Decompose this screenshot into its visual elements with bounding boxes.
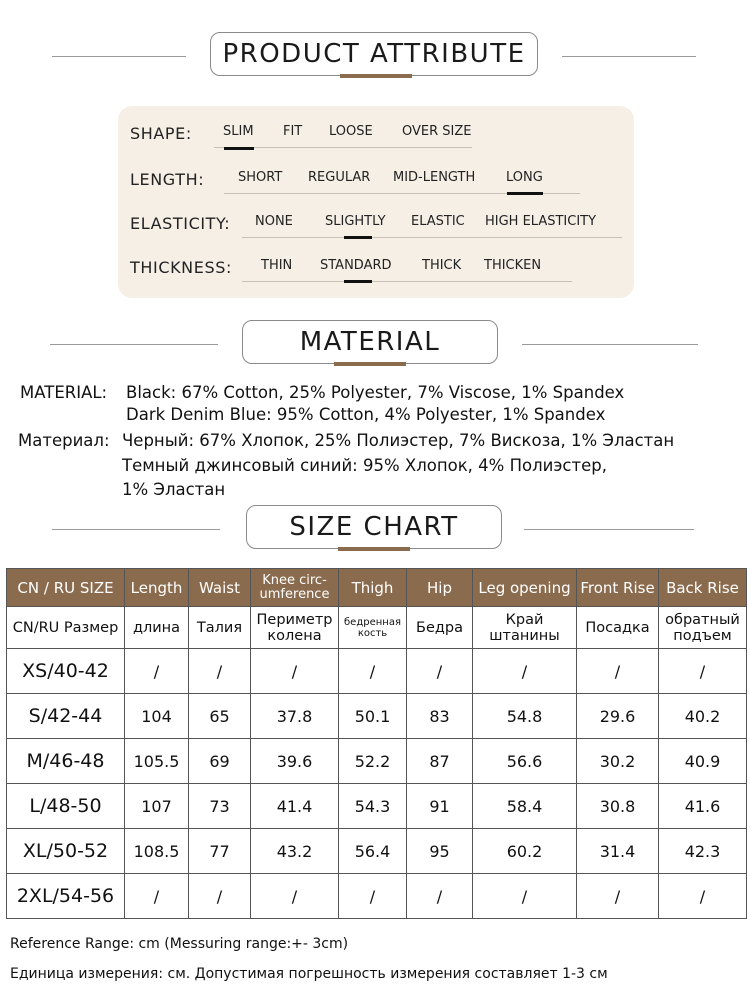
measurement-cell: 104 — [125, 694, 189, 739]
column-header: Length — [125, 569, 189, 607]
measurement-cell: 77 — [189, 829, 251, 874]
column-header-ru: бедренная кость — [339, 607, 407, 649]
column-header: CN / RU SIZE — [7, 569, 125, 607]
column-header-ru: CN/RU Размер — [7, 607, 125, 649]
measurement-cell: 91 — [407, 784, 473, 829]
measurement-cell: 40.2 — [659, 694, 747, 739]
divider — [242, 281, 572, 282]
material-line: 1% Эластан — [122, 480, 226, 499]
material-header — [0, 320, 750, 368]
attr-option: THIN — [261, 258, 293, 273]
attr-option: OVER SIZE — [402, 124, 472, 139]
column-header-ru: Бедра — [407, 607, 473, 649]
attr-row-thickness — [118, 254, 634, 284]
measurement-cell: 69 — [189, 739, 251, 784]
measurement-cell: 39.6 — [251, 739, 339, 784]
measurement-cell: 83 — [407, 694, 473, 739]
measurement-cell: 65 — [189, 694, 251, 739]
measurement-cell: 41.4 — [251, 784, 339, 829]
size-cell: S/42-44 — [7, 694, 125, 739]
material-line: Black: 67% Cotton, 25% Polyester, 7% Viscose, 1% Spandex — [126, 383, 625, 402]
attr-option: FIT — [283, 124, 303, 139]
column-header: Thigh — [339, 569, 407, 607]
section-title: SIZE CHART — [246, 505, 502, 549]
table-row — [7, 694, 747, 739]
measurement-cell: 105.5 — [125, 739, 189, 784]
table-row — [7, 829, 747, 874]
measurement-cell: 107 — [125, 784, 189, 829]
size-cell: L/48-50 — [7, 784, 125, 829]
attr-option-selected: STANDARD — [320, 258, 392, 273]
measurement-cell: 56.6 — [473, 739, 577, 784]
section-title: MATERIAL — [242, 320, 498, 364]
section-title: PRODUCT ATTRIBUTE — [210, 32, 538, 76]
attr-row-elasticity — [118, 210, 634, 240]
attr-option: NONE — [255, 214, 293, 229]
divider — [242, 237, 622, 238]
selected-marker — [344, 236, 372, 239]
measurement-cell: 95 — [407, 829, 473, 874]
measurement-cell: 54.8 — [473, 694, 577, 739]
measurement-cell: 30.2 — [577, 739, 659, 784]
column-header: Leg opening — [473, 569, 577, 607]
selected-marker — [344, 280, 372, 283]
measurement-cell: 29.6 — [577, 694, 659, 739]
attribute-panel — [118, 106, 634, 298]
measurement-cell: / — [339, 874, 407, 919]
measurement-cell: 41.6 — [659, 784, 747, 829]
size-cell: XS/40-42 — [7, 649, 125, 694]
reference-note-en: Reference Range: cm (Messuring range:+- 3cm) — [10, 936, 349, 952]
measurement-cell: 58.4 — [473, 784, 577, 829]
column-header: Waist — [189, 569, 251, 607]
measurement-cell: 37.8 — [251, 694, 339, 739]
measurement-cell: / — [251, 649, 339, 694]
measurement-cell: / — [339, 649, 407, 694]
attr-row-length — [118, 166, 634, 196]
measurement-cell: / — [189, 874, 251, 919]
column-header-ru: Посадка — [577, 607, 659, 649]
measurement-cell: 108.5 — [125, 829, 189, 874]
material-label-ru: Материал: — [18, 431, 110, 450]
material-label-en: MATERIAL: — [20, 383, 108, 402]
measurement-cell: / — [189, 649, 251, 694]
accent-bar — [338, 547, 410, 551]
column-header: Hip — [407, 569, 473, 607]
measurement-cell: / — [251, 874, 339, 919]
measurement-cell: 52.2 — [339, 739, 407, 784]
attr-label: THICKNESS: — [130, 258, 232, 277]
column-header-ru: обратный подъем — [659, 607, 747, 649]
divider — [562, 56, 696, 57]
material-line: Dark Denim Blue: 95% Cotton, 4% Polyester, 1% Spandex — [126, 405, 606, 424]
measurement-cell: / — [473, 874, 577, 919]
measurement-cell: 50.1 — [339, 694, 407, 739]
attr-label: LENGTH: — [130, 170, 205, 189]
size-chart-table — [6, 568, 747, 919]
measurement-cell: 31.4 — [577, 829, 659, 874]
attr-label: SHAPE: — [130, 124, 192, 143]
attr-option: ELASTIC — [411, 214, 465, 229]
measurement-cell: 60.2 — [473, 829, 577, 874]
attr-option-selected: LONG — [506, 170, 543, 185]
measurement-cell: 30.8 — [577, 784, 659, 829]
measurement-cell: / — [659, 649, 747, 694]
attr-label: ELASTICITY: — [130, 214, 231, 233]
selected-marker — [224, 147, 254, 150]
table-row — [7, 739, 747, 784]
divider — [524, 529, 694, 530]
accent-bar — [340, 74, 412, 78]
measurement-cell: 56.4 — [339, 829, 407, 874]
measurement-cell: / — [407, 874, 473, 919]
attr-option: REGULAR — [308, 170, 371, 185]
column-header-ru: Край штанины — [473, 607, 577, 649]
measurement-cell: / — [659, 874, 747, 919]
attr-option: SHORT — [238, 170, 283, 185]
table-row — [7, 874, 747, 919]
selected-marker — [507, 192, 543, 195]
measurement-cell: / — [577, 649, 659, 694]
size-cell: 2XL/54-56 — [7, 874, 125, 919]
column-header: Knee circ-umference — [251, 569, 339, 607]
attr-option: LOOSE — [329, 124, 373, 139]
measurement-cell: / — [125, 874, 189, 919]
material-line: Темный джинсовый синий: 95% Хлопок, 4% Полиэстер, — [122, 456, 607, 475]
measurement-cell: 40.9 — [659, 739, 747, 784]
divider — [50, 344, 218, 345]
attr-option: THICKEN — [484, 258, 542, 273]
measurement-cell: 87 — [407, 739, 473, 784]
column-header-ru: Талия — [189, 607, 251, 649]
column-header-ru: длина — [125, 607, 189, 649]
material-line: Черный: 67% Хлопок, 25% Полиэстер, 7% Вискоза, 1% Эластан — [122, 431, 675, 450]
measurement-cell: 43.2 — [251, 829, 339, 874]
table-row — [7, 784, 747, 829]
reference-note-ru: Единица измерения: см. Допустимая погрешность измерения составляет 1-3 см — [10, 966, 608, 982]
attr-row-shape — [118, 120, 634, 150]
attr-option: HIGH ELASTICITY — [485, 214, 597, 229]
size-cell: XL/50-52 — [7, 829, 125, 874]
size-cell: M/46-48 — [7, 739, 125, 784]
attr-option: MID-LENGTH — [393, 170, 476, 185]
column-header-ru: Периметр колена — [251, 607, 339, 649]
column-header: Back Rise — [659, 569, 747, 607]
accent-bar — [334, 362, 406, 366]
measurement-cell: / — [473, 649, 577, 694]
measurement-cell: 54.3 — [339, 784, 407, 829]
attr-option-selected: SLIGHTLY — [325, 214, 386, 229]
measurement-cell: / — [407, 649, 473, 694]
measurement-cell: / — [125, 649, 189, 694]
column-header: Front Rise — [577, 569, 659, 607]
measurement-cell: 73 — [189, 784, 251, 829]
divider — [52, 529, 220, 530]
product-attribute-header — [0, 32, 750, 80]
table-row — [7, 649, 747, 694]
attr-option: THICK — [422, 258, 462, 273]
attr-option-selected: SLIM — [223, 124, 254, 139]
divider — [52, 56, 186, 57]
size-chart-header — [0, 505, 750, 553]
header-row — [7, 569, 747, 607]
measurement-cell: 42.3 — [659, 829, 747, 874]
divider — [522, 344, 698, 345]
header-row-ru — [7, 607, 747, 649]
measurement-cell: / — [577, 874, 659, 919]
